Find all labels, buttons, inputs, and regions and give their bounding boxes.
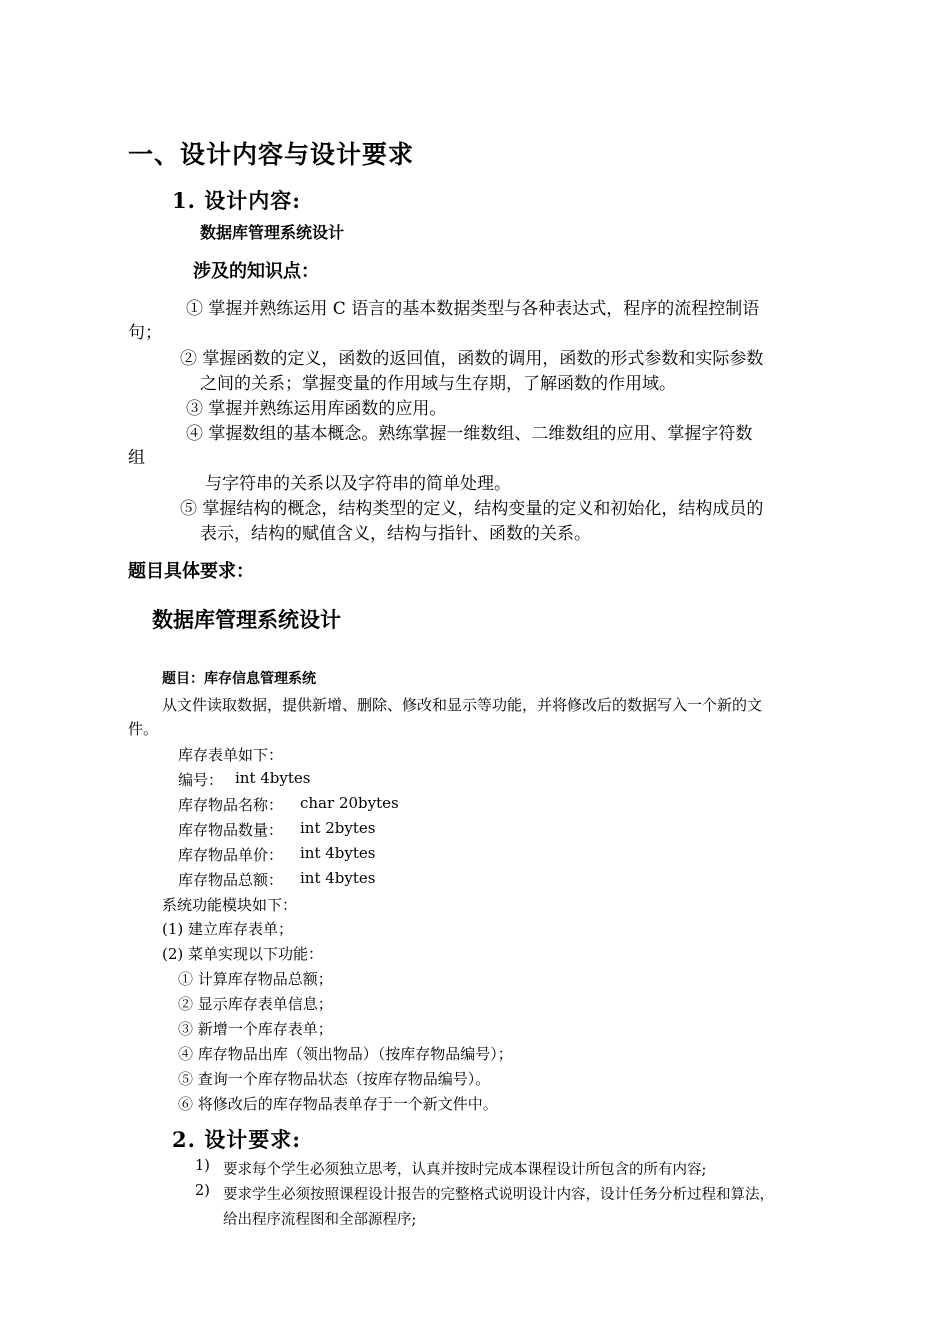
section1-title: 1. 设计内容: (172, 188, 301, 213)
system-title: 数据库管理系统设计 (152, 608, 341, 632)
knowledge-point-4-cont2: 与字符串的关系以及字符串的简单处理。 (205, 474, 511, 494)
module-item: (2) 菜单实现以下功能： (162, 945, 324, 963)
requirements-title: 题目具体要求： (128, 561, 254, 582)
requirement-text: 要求每个学生必须独立思考，认真并按时完成本课程设计所包含的所有内容; (223, 1162, 707, 1178)
requirement-number: 1) (195, 1158, 210, 1174)
field-label: 库存物品总额： (178, 871, 284, 889)
field-type: int 2bytes (300, 819, 376, 837)
form-intro: 库存表单如下： (178, 746, 284, 764)
knowledge-point-4: ④ 掌握数组的基本概念。熟练掌握一维数组、二维数组的应用、掌握字符数 (186, 424, 753, 444)
function-item: ① 计算库存物品总额； (178, 970, 333, 988)
function-item: ⑥ 将修改后的库存物品表单存于一个新文件中。 (178, 1095, 498, 1113)
function-item: ③ 新增一个库存表单； (178, 1020, 333, 1038)
knowledge-point-3: ③ 掌握并熟练运用库函数的应用。 (186, 399, 447, 419)
field-label: 库存物品数量： (178, 821, 284, 839)
knowledge-point-1-cont: 句； (128, 323, 162, 343)
knowledge-point-2: ② 掌握函数的定义，函数的返回值，函数的调用，函数的形式参数和实际参数 (180, 349, 764, 369)
field-type: int 4bytes (235, 769, 311, 787)
field-type: int 4bytes (300, 869, 376, 887)
problem-desc-cont: 件。 (128, 720, 159, 738)
problem-title: 题目：库存信息管理系统 (162, 671, 316, 687)
function-item: ⑤ 查询一个库存物品状态（按库存物品编号）。 (178, 1070, 491, 1088)
knowledge-title: 涉及的知识点： (193, 261, 319, 282)
field-label: 库存物品单价： (178, 846, 284, 864)
function-item: ④ 库存物品出库（领出物品）（按库存物品编号）； (178, 1045, 513, 1063)
knowledge-point-2-cont: 之间的关系；掌握变量的作用域与生存期，了解函数的作用域。 (200, 374, 676, 394)
requirement-text-cont: 给出程序流程图和全部源程序; (223, 1212, 417, 1228)
requirement-text: 要求学生必须按照课程设计报告的完整格式说明设计内容，设计任务分析过程和算法， (223, 1187, 774, 1203)
field-type: char 20bytes (300, 794, 399, 812)
field-label: 编号： (178, 771, 224, 789)
main-heading: 一、设计内容与设计要求 (128, 140, 415, 169)
knowledge-point-4-cont: 组 (128, 448, 145, 468)
section1-topic: 数据库管理系统设计 (200, 223, 345, 242)
requirement-number: 2) (195, 1183, 210, 1199)
section2-title: 2. 设计要求: (172, 1127, 301, 1152)
function-item: ② 显示库存表单信息； (178, 995, 333, 1013)
knowledge-point-5-cont: 表示，结构的赋值含义，结构与指针、函数的关系。 (200, 524, 591, 544)
knowledge-point-1: ① 掌握并熟练运用 C 语言的基本数据类型与各种表达式，程序的流程控制语 (186, 299, 760, 319)
problem-desc: 从文件读取数据，提供新增、删除、修改和显示等功能，并将修改后的数据写入一个新的文 (162, 696, 763, 714)
field-type: int 4bytes (300, 844, 376, 862)
module-item: (1) 建立库存表单； (162, 920, 294, 938)
modules-intro: 系统功能模块如下： (162, 896, 298, 914)
knowledge-point-5: ⑤ 掌握结构的概念，结构类型的定义，结构变量的定义和初始化，结构成员的 (180, 499, 764, 519)
field-label: 库存物品名称： (178, 796, 284, 814)
